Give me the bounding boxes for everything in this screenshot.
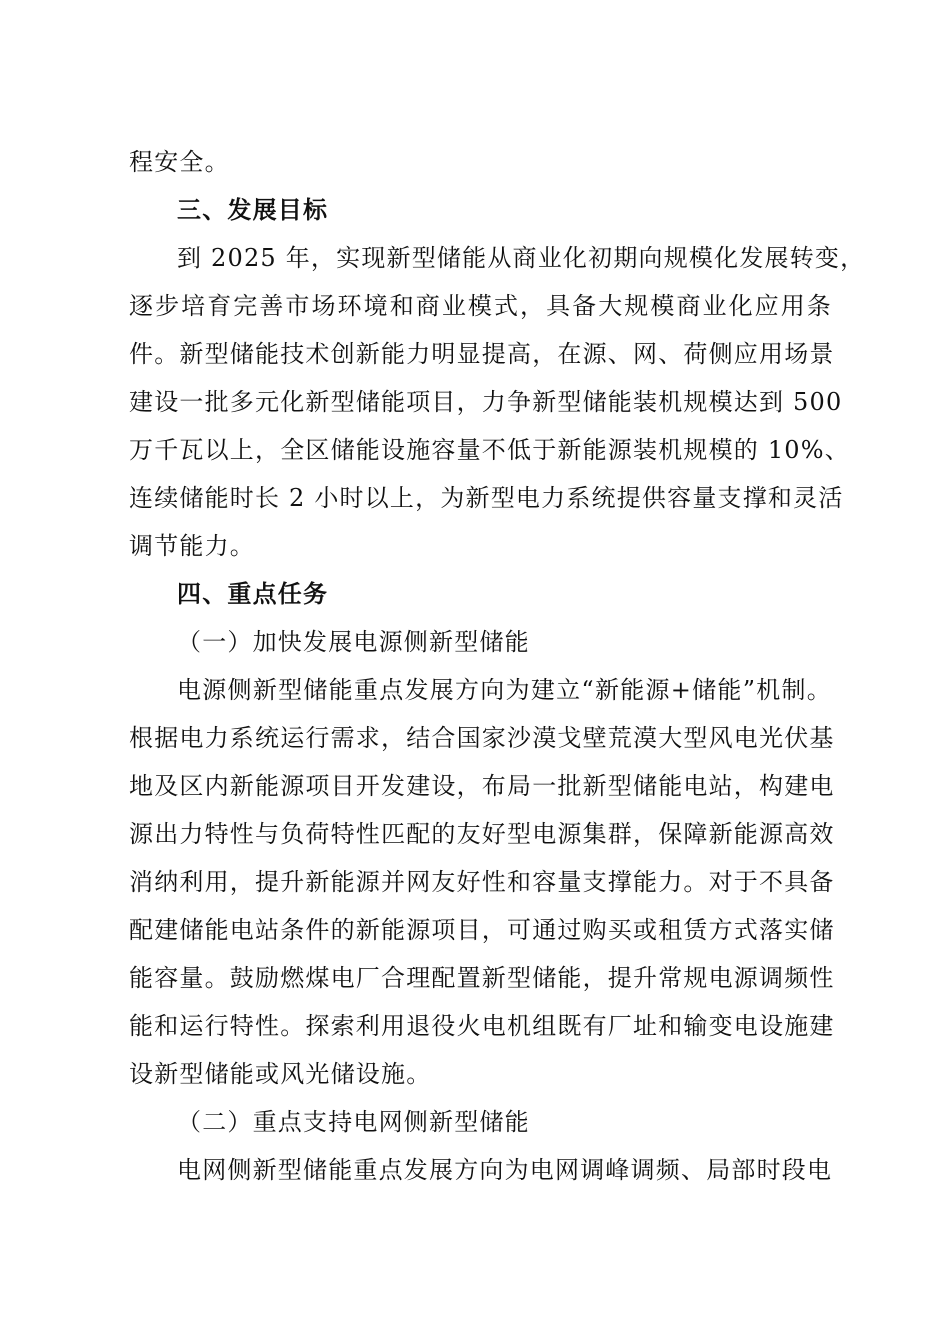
paragraph-line: 连续储能时长 2 小时以上，为新型电力系统提供容量支撑和灵活 (129, 484, 844, 512)
paragraph-line: 逐步培育完善市场环境和商业模式，具备大规模商业化应用条 (129, 292, 832, 320)
subsection-heading-grid-side: （二）重点支持电网侧新型储能 (177, 1108, 530, 1136)
paragraph-line: 消纳利用，提升新能源并网友好性和容量支撑能力。对于不具备 (129, 868, 835, 896)
paragraph-line: 件。新型储能技术创新能力明显提高，在源、网、荷侧应用场景 (129, 340, 835, 368)
paragraph-line: 电源侧新型储能重点发展方向为建立“新能源+储能”机制。 (177, 676, 832, 704)
subsection-heading-source-side: （一）加快发展电源侧新型储能 (177, 628, 530, 656)
paragraph-line: 调节能力。 (129, 532, 255, 560)
section-heading-tasks: 四、重点任务 (177, 580, 329, 608)
paragraph-line: 地及区内新能源项目开发建设，布局一批新型储能电站，构建电 (129, 772, 835, 800)
paragraph-line: 源出力特性与负荷特性匹配的友好型电源集群，保障新能源高效 (129, 820, 835, 848)
paragraph-line: 根据电力系统运行需求，结合国家沙漠戈壁荒漠大型风电光伏基 (129, 724, 835, 752)
paragraph-line: 能容量。鼓励燃煤电厂合理配置新型储能，提升常规电源调频性 (129, 964, 835, 992)
paragraph-line: 程安全。 (129, 148, 230, 176)
body-text (129, 138, 866, 1194)
paragraph-line: 到 2025 年，实现新型储能从商业化初期向规模化发展转变， (177, 244, 866, 272)
paragraph-line: 设新型储能或风光储设施。 (129, 1060, 432, 1088)
paragraph-line: 电网侧新型储能重点发展方向为电网调峰调频、局部时段电 (177, 1156, 833, 1184)
paragraph-line: 配建储能电站条件的新能源项目，可通过购买或租赁方式落实储 (129, 916, 835, 944)
paragraph-line: 万千瓦以上，全区储能设施容量不低于新能源装机规模的 10%、 (129, 436, 850, 464)
paragraph-line: 能和运行特性。探索利用退役火电机组既有厂址和输变电设施建 (129, 1012, 835, 1040)
paragraph-line: 建设一批多元化新型储能项目，力争新型储能装机规模达到 500 (129, 388, 843, 416)
section-heading-goals: 三、发展目标 (177, 196, 329, 224)
